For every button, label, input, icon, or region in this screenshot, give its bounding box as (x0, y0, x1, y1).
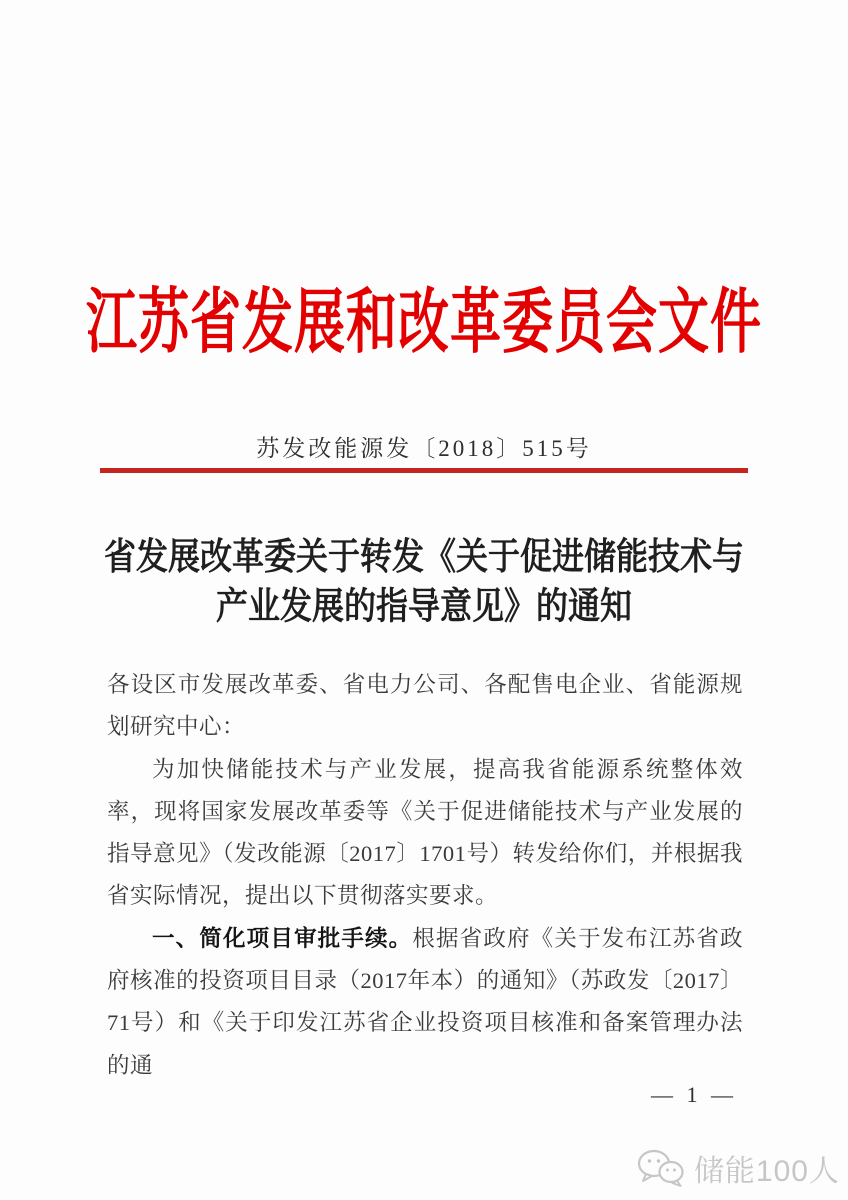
salutation: 各设区市发展改革委、省电力公司、各配售电企业、省能源规划研究中心： (107, 672, 743, 740)
section-1-paragraph (107, 918, 743, 1087)
page-number: — 1 — (651, 1082, 737, 1107)
agency-header-title: 江苏省发展和改革委员会文件 (85, 285, 762, 363)
document-number: 苏发改能源发〔2018〕515号 (256, 436, 592, 461)
section-1-heading: 一、简化项目审批手续。 (152, 925, 413, 951)
intro-paragraph: 为加快储能技术与产业发展，提高我省能源系统整体效率，现将国家发展改革委等《关于促进储能技术与产业发展的指导意见》（发改能源〔2017〕1701号）转发给你们，并根据我省实际情况，提出以下贯彻落实要求。 (107, 756, 743, 909)
document-title-line1: 省发展改革委关于转发《关于促进储能技术与 (103, 535, 744, 577)
watermark-text: 储能100人 (693, 1155, 840, 1188)
red-divider-line (100, 468, 748, 473)
document-body (107, 664, 743, 1087)
section-1-text: 根据省政府《关于发布江苏省政府核准的投资项目目录（2017年本）的通知》（苏政发〔2017〕71号）和《关于印发江苏省企业投资项目核准和备案管理办法的通 (107, 925, 743, 1078)
watermark (636, 1146, 840, 1190)
document-title-line2: 产业发展的指导意见》的通知 (215, 584, 632, 627)
document-title (0, 532, 848, 631)
wechat-chat-bubbles-icon (636, 1148, 686, 1188)
